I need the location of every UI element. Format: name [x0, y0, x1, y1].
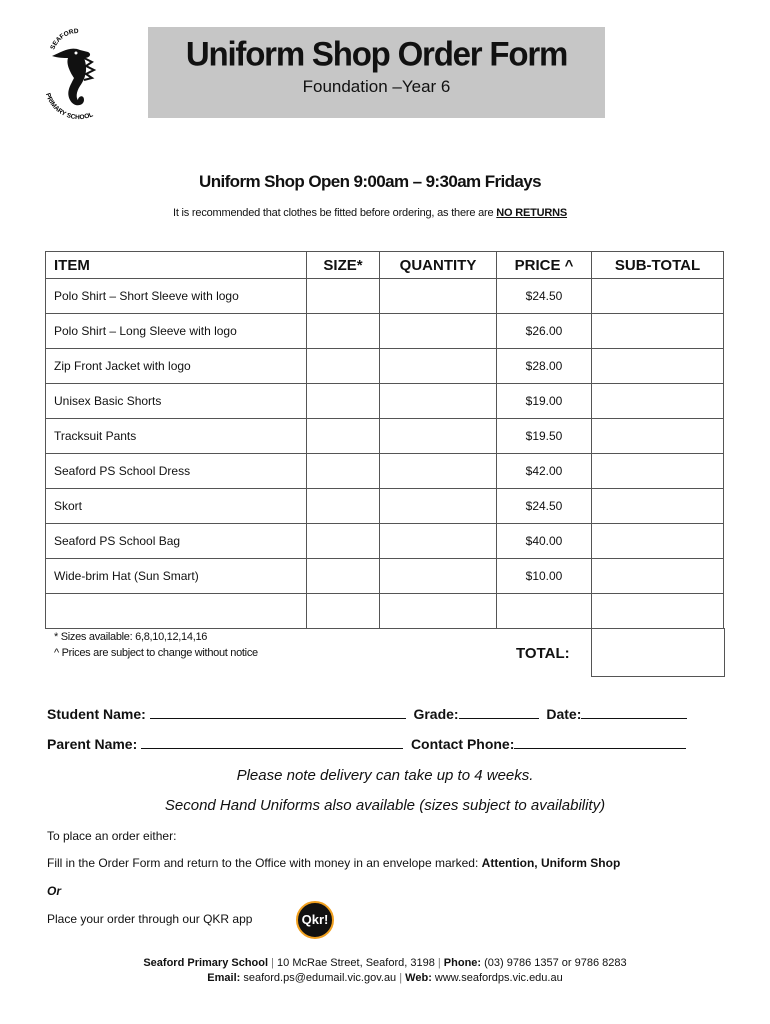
delivery-note: Please note delivery can take up to 4 weeks.	[236, 767, 534, 784]
qkr-instruction: Place your order through our QKR app	[47, 912, 253, 926]
footer-school: Seaford Primary School	[143, 957, 269, 969]
price-cell: $42.00	[497, 454, 592, 489]
subtotal-cell[interactable]	[592, 314, 724, 349]
subtotal-cell[interactable]	[592, 594, 724, 629]
subtotal-cell[interactable]	[592, 524, 724, 559]
item-cell: Wide-brim Hat (Sun Smart)	[46, 559, 307, 594]
contact-phone-field[interactable]	[514, 736, 686, 749]
fill-in-bold: Attention, Uniform Shop	[481, 856, 621, 870]
quantity-cell[interactable]	[380, 454, 497, 489]
page-subtitle: Foundation –Year 6	[302, 77, 451, 96]
quantity-cell[interactable]	[380, 559, 497, 594]
size-cell[interactable]	[307, 594, 380, 629]
place-order-text: To place an order either:	[47, 829, 177, 843]
quantity-cell[interactable]	[380, 384, 497, 419]
quantity-cell[interactable]	[380, 489, 497, 524]
logo-arc-top: SEAFORD	[49, 28, 79, 51]
size-cell[interactable]	[307, 419, 380, 454]
size-cell[interactable]	[307, 279, 380, 314]
price-cell: $28.00	[497, 349, 592, 384]
header-item: ITEM	[46, 252, 307, 279]
student-name-label: Student Name:	[47, 706, 146, 722]
table-row	[46, 384, 724, 419]
second-hand-note: Second Hand Uniforms also available (sizes subject to availability)	[164, 797, 606, 814]
table-row	[46, 419, 724, 454]
or-text: Or	[47, 884, 62, 898]
size-cell[interactable]	[307, 314, 380, 349]
quantity-cell[interactable]	[380, 594, 497, 629]
fill-in-text: Fill in the Order Form and return to the Office with money in an envelope marked:	[47, 856, 482, 870]
header-quantity: QUANTITY	[380, 252, 497, 279]
fill-in-instruction	[47, 856, 620, 870]
price-cell[interactable]	[497, 594, 592, 629]
footer-email-label: Email:	[207, 972, 241, 984]
sizes-note: * Sizes available: 6,8,10,12,14,16	[54, 631, 208, 643]
footer	[0, 956, 770, 986]
grade-label: Grade:	[413, 706, 459, 722]
quantity-cell[interactable]	[380, 349, 497, 384]
item-cell: Polo Shirt – Short Sleeve with logo	[46, 279, 307, 314]
size-cell[interactable]	[307, 384, 380, 419]
grade-field[interactable]	[459, 706, 539, 719]
price-cell: $24.50	[497, 489, 592, 524]
parent-name-field[interactable]	[141, 736, 403, 749]
table-row	[46, 559, 724, 594]
recommend-note	[0, 207, 740, 219]
item-cell: Seaford PS School Dress	[46, 454, 307, 489]
quantity-cell[interactable]	[380, 524, 497, 559]
size-cell[interactable]	[307, 524, 380, 559]
table-row-blank	[46, 594, 724, 629]
item-cell: Zip Front Jacket with logo	[46, 349, 307, 384]
contact-phone-label: Contact Phone:	[410, 736, 515, 752]
header-size: SIZE*	[307, 252, 380, 279]
item-cell: Unisex Basic Shorts	[46, 384, 307, 419]
order-table	[45, 251, 724, 629]
footer-phone: (03) 9786 1357 or 9786 8283	[484, 957, 627, 969]
table-row	[46, 279, 724, 314]
table-header-row	[46, 252, 724, 279]
parent-name-label: Parent Name:	[47, 736, 138, 752]
footer-line-2: Email: seaford.ps@edumail.vic.gov.au | Web: www.seafordps.vic.edu.au	[207, 972, 563, 984]
table-row	[46, 454, 724, 489]
price-cell: $19.00	[497, 384, 592, 419]
header-price: PRICE ^	[497, 252, 592, 279]
price-cell: $19.50	[497, 419, 592, 454]
subtotal-cell[interactable]	[592, 419, 724, 454]
date-label: Date:	[546, 706, 582, 722]
footer-address: 10 McRae Street, Seaford, 3198	[277, 957, 435, 969]
size-cell[interactable]	[307, 454, 380, 489]
table-row	[46, 524, 724, 559]
price-cell: $24.50	[497, 279, 592, 314]
quantity-cell[interactable]	[380, 314, 497, 349]
subtotal-cell[interactable]	[592, 454, 724, 489]
student-name-field[interactable]	[150, 706, 406, 719]
price-cell: $10.00	[497, 559, 592, 594]
open-hours-heading: Uniform Shop Open 9:00am – 9:30am Fridays	[199, 172, 541, 191]
subtotal-cell[interactable]	[592, 559, 724, 594]
recommend-text: It is recommended that clothes be fitted before ordering, as there are	[172, 207, 497, 219]
price-cell: $40.00	[497, 524, 592, 559]
item-cell: Tracksuit Pants	[46, 419, 307, 454]
logo-arc-bottom: PRIMARY SCHOOL	[44, 92, 95, 120]
qkr-app-icon[interactable]: Qkr!	[296, 901, 334, 939]
no-returns-text: NO RETURNS	[496, 207, 568, 219]
price-cell: $26.00	[497, 314, 592, 349]
table-row	[46, 349, 724, 384]
header-subtotal: SUB-TOTAL	[592, 252, 724, 279]
footer-email-link[interactable]: seaford.ps@edumail.vic.gov.au	[243, 972, 397, 984]
item-cell[interactable]	[46, 594, 307, 629]
quantity-cell[interactable]	[380, 279, 497, 314]
item-cell: Seaford PS School Bag	[46, 524, 307, 559]
subtotal-cell[interactable]	[592, 384, 724, 419]
footer-phone-label: Phone:	[443, 957, 482, 969]
total-field[interactable]	[591, 628, 725, 677]
subtotal-cell[interactable]	[592, 349, 724, 384]
size-cell[interactable]	[307, 559, 380, 594]
table-row	[46, 314, 724, 349]
date-field[interactable]	[581, 706, 687, 719]
title-box	[148, 27, 605, 118]
parent-details-row	[47, 736, 686, 752]
footer-web-label: Web:	[405, 972, 432, 984]
page-title: Uniform Shop Order Form	[185, 34, 568, 73]
table-row	[46, 489, 724, 524]
table-notes	[54, 629, 258, 661]
total-label: TOTAL:	[516, 645, 570, 662]
item-cell: Skort	[46, 489, 307, 524]
item-cell: Polo Shirt – Long Sleeve with logo	[46, 314, 307, 349]
size-cell[interactable]	[307, 349, 380, 384]
subtotal-cell[interactable]	[592, 489, 724, 524]
student-details-row	[47, 706, 687, 722]
quantity-cell[interactable]	[380, 419, 497, 454]
size-cell[interactable]	[307, 489, 380, 524]
footer-web-link[interactable]: www.seafordps.vic.edu.au	[434, 972, 563, 984]
subtotal-cell[interactable]	[592, 279, 724, 314]
school-logo	[40, 28, 112, 120]
prices-note: ^ Prices are subject to change without notice	[54, 647, 258, 659]
footer-line-1: Seaford Primary School | 10 McRae Street, Seaford, 3198 | Phone: (03) 9786 1357 or 9786 8283	[143, 957, 627, 969]
